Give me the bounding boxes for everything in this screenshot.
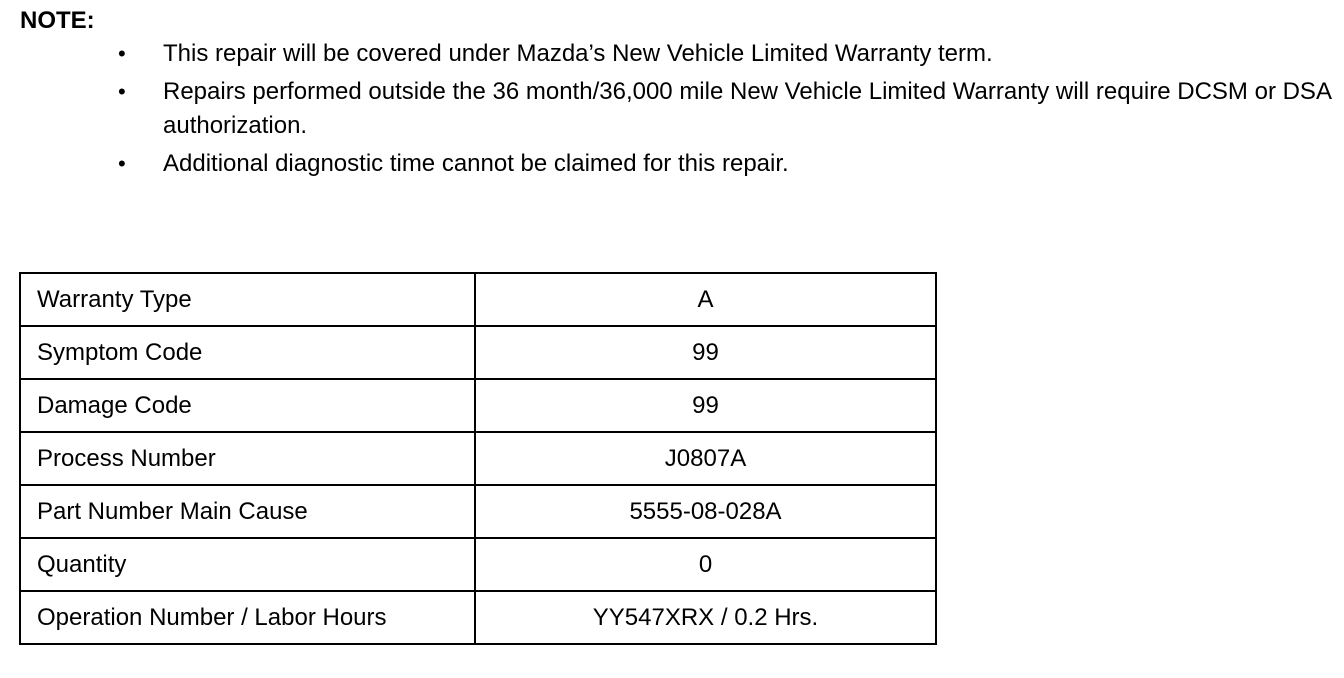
warranty-table (19, 272, 937, 645)
row-label: Damage Code (20, 379, 475, 432)
note-item (0, 75, 1344, 143)
row-label: Part Number Main Cause (20, 485, 475, 538)
row-label: Process Number (20, 432, 475, 485)
note-item-text: Repairs performed outside the 36 month/36,000 mile New Vehicle Limited Warranty will require DCSM or DSA authorization. (163, 78, 1331, 139)
row-value: 0 (475, 538, 936, 591)
table-row (20, 538, 936, 591)
table-row (20, 273, 936, 326)
row-label: Warranty Type (20, 273, 475, 326)
row-label: Operation Number / Labor Hours (20, 591, 475, 644)
row-value: 99 (475, 326, 936, 379)
note-list (0, 37, 1344, 185)
table-row (20, 591, 936, 644)
row-value: 5555-08-028A (475, 485, 936, 538)
row-label: Quantity (20, 538, 475, 591)
table-row (20, 379, 936, 432)
row-value: YY547XRX / 0.2 Hrs. (475, 591, 936, 644)
note-heading: NOTE: (20, 7, 95, 34)
table-row (20, 432, 936, 485)
table-row (20, 485, 936, 538)
bullet-icon: • (118, 41, 126, 66)
row-value: A (475, 273, 936, 326)
row-label: Symptom Code (20, 326, 475, 379)
row-value: 99 (475, 379, 936, 432)
row-value: J0807A (475, 432, 936, 485)
bullet-icon: • (118, 151, 126, 176)
table-row (20, 326, 936, 379)
bullet-icon: • (118, 79, 126, 104)
note-item (0, 37, 1344, 71)
note-item (0, 147, 1344, 181)
note-item-text: Additional diagnostic time cannot be claimed for this repair. (163, 150, 789, 177)
note-item-text: This repair will be covered under Mazda’s New Vehicle Limited Warranty term. (163, 40, 993, 67)
